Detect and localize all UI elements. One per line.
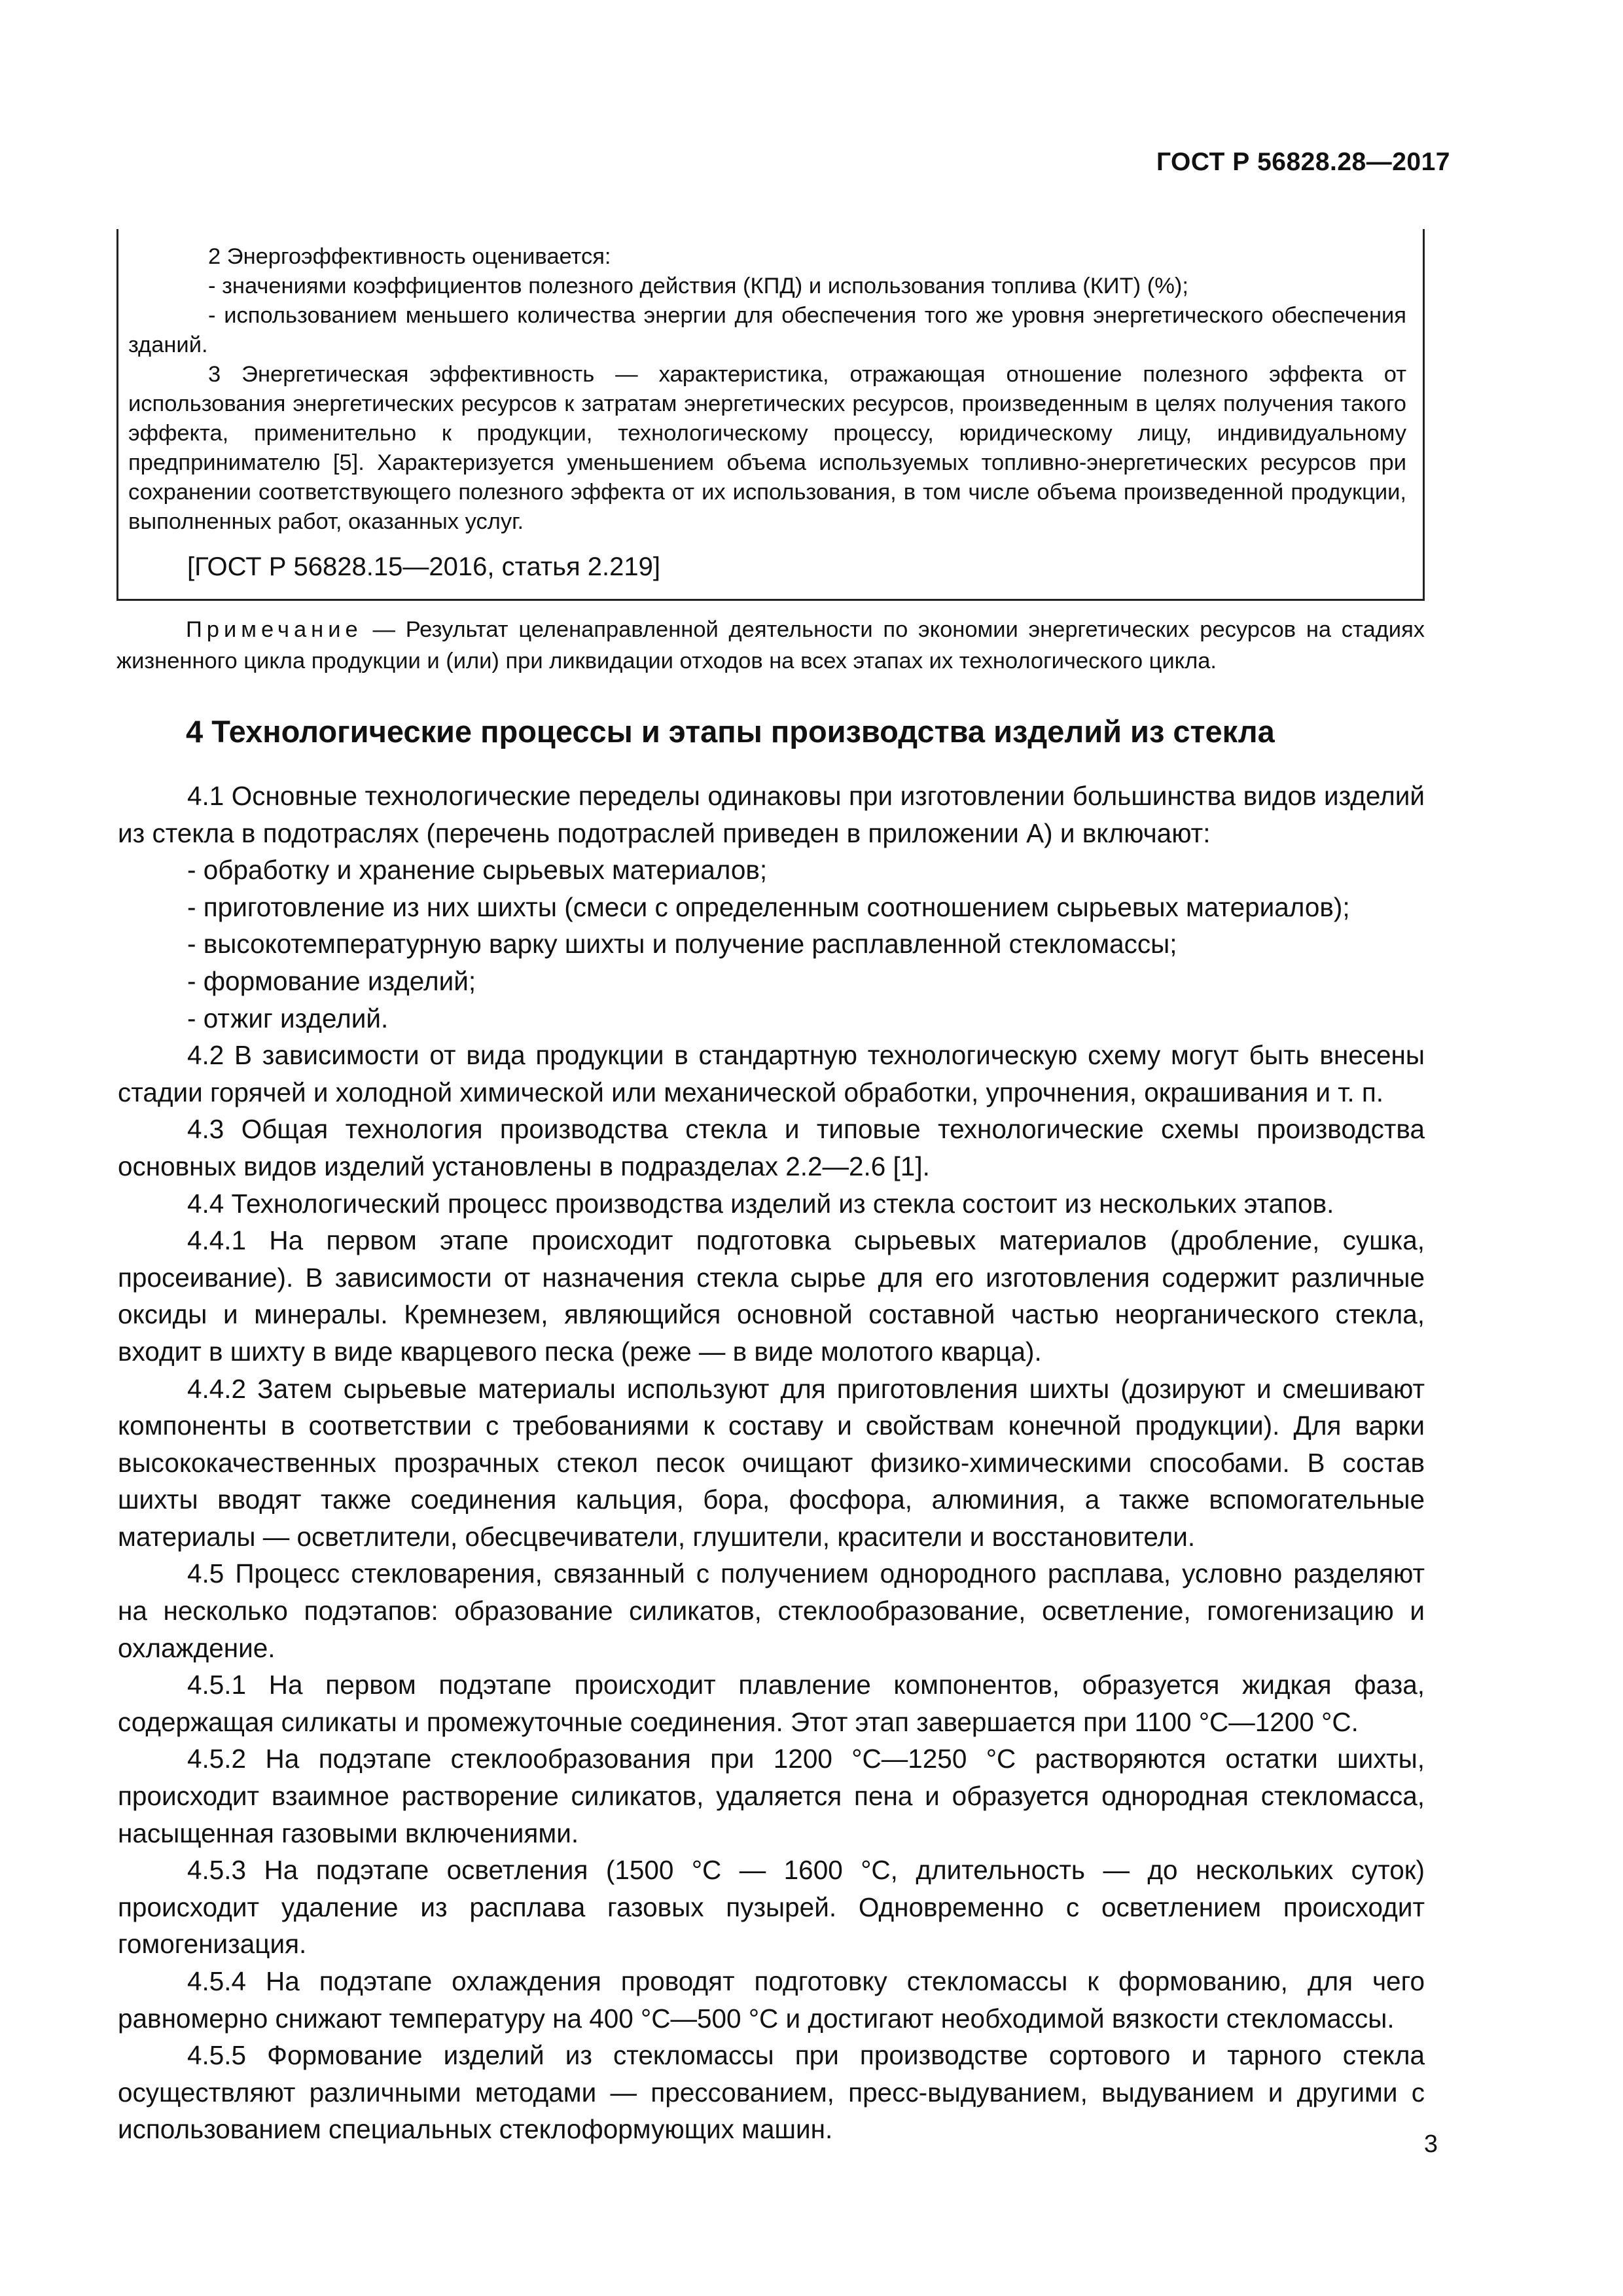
- box-line: - значениями коэффициентов полезного действия (КПД) и использования топлива (КИТ) (%);: [208, 274, 1188, 298]
- list-item: - приготовление из них шихты (смеси с определенным соотношением сырьевых материалов);: [187, 891, 1350, 922]
- box-source-reference: [ГОСТ Р 56828.15—2016, статья 2.219]: [187, 552, 660, 581]
- page-number: 3: [1423, 2130, 1438, 2158]
- list-item: - отжиг изделий.: [187, 1003, 389, 1033]
- paragraph: 4.4.2 Затем сырьевые материалы используют для приготовления шихты (дозируют и смешивают компоненты в соответствии с требованиями к составу и свойствам конечной продукции). Для варки высококачественных прозрачных стекол песок очищают физико-химическими способами. В состав шихты вводят также соединения кальция, бора, фосфора, алюминия, а также вспомогательные материалы — осветлители, обесцвечиватели, глушители, красители и восстановители.: [118, 1373, 1425, 1552]
- paragraph: 4.5.1 На первом подэтапе происходит плавление компонентов, образуется жидкая фаза, содержащая силикаты и промежуточные соединения. Этот этап завершается при 1100 °С—1200 °С.: [118, 1670, 1425, 1737]
- section-body: [118, 778, 1425, 2148]
- note-text: — Результат целенаправленной деятельности по экономии энергетических ресурсов на стадиях жизненного цикла продукции и (или) при ликвидации отходов на всех этапах их технологического цикла.: [116, 617, 1425, 673]
- paragraph: 4.5 Процесс стекловарения, связанный с получением однородного расплава, условно разделяют на несколько подэтапов: образование силикатов, стеклообразование, осветление, гомогенизацию и охлаждение.: [118, 1558, 1425, 1663]
- box-line: 2 Энергоэффективность оценивается:: [208, 244, 611, 269]
- paragraph: 4.2 В зависимости от вида продукции в стандартную технологическую схему могут быть внесены стадии горячей и холодной химической или механической обработки, упрочнения, окрашивания и т. п.: [118, 1040, 1425, 1107]
- paragraph: 4.3 Общая технология производства стекла и типовые технологические схемы производства основных видов изделий установлены в подразделах 2.2—2.6 [1].: [118, 1114, 1425, 1181]
- box-line: - использованием меньшего количества энергии для обеспечения того же уровня энергетического обеспечения зданий.: [128, 303, 1406, 357]
- paragraph: 4.5.3 На подэтапе осветления (1500 °С — 1600 °С, длительность — до нескольких суток) происходит удаление из расплава газовых пузырей. Одновременно с осветлением происходит гомогенизация.: [118, 1855, 1425, 1960]
- box-line: 3 Энергетическая эффективность — характеристика, отражающая отношение полезного эффекта от использования энергетических ресурсов к затратам энергетических ресурсов, произведенным в целях получения такого эффекта, применительно к продукции, технологическому процессу, юридическому лицу, индивидуальному предпринимателю [5]. Характеризуется уменьшением объема используемых топливно-энергетических ресурсов при сохранении соответствующего полезного эффекта от их использования, в том числе объема произведенной продукции, выполненных работ, оказанных услуг.: [128, 362, 1406, 534]
- paragraph: 4.1 Основные технологические переделы одинаковы при изготовлении большинства видов изделий из стекла в подотраслях (перечень подотраслей приведен в приложении А) и включают:: [118, 781, 1425, 848]
- note-paragraph: [116, 614, 1425, 677]
- paragraph: 4.5.4 На подэтапе охлаждения проводят подготовку стекломассы к формованию, для чего равномерно снижают температуру на 400 °С—500 °С и достигают необходимой вязкости стекломассы.: [118, 1966, 1425, 2034]
- list-item: - высокотемпературную варку шихты и получение расплавленной стекломассы;: [187, 929, 1177, 960]
- list-item: - обработку и хранение сырьевых материалов;: [187, 855, 768, 886]
- note-block: [116, 614, 1425, 677]
- note-label: Примечание: [186, 617, 363, 642]
- paragraph: 4.4.1 На первом этапе происходит подготовка сырьевых материалов (дробление, сушка, просеивание). В зависимости от назначения стекла сырье для его изготовления содержит различные оксиды и минералы. Кремнезем, являющийся основной составной частью неорганического стекла, входит в шихту в виде кварцевого песка (реже — в виде молотого кварца).: [118, 1225, 1425, 1367]
- paragraph: 4.5.2 На подэтапе стеклообразования при 1200 °С—1250 °С растворяются остатки шихты, происходит взаимное растворение силикатов, удаляется пена и образуется однородная стекломасса, насыщенная газовыми включениями.: [118, 1744, 1425, 1848]
- list-item: - формование изделий;: [187, 965, 476, 996]
- paragraph: 4.4 Технологический процесс производства изделий из стекла состоит из нескольких этапов.: [187, 1188, 1334, 1219]
- paragraph: 4.5.5 Формование изделий из стекломассы при производстве сортового и тарного стекла осуществляют различными методами — прессованием, пресс-выдуванием, выдуванием и другими с использованием специальных стеклоформующих машин.: [118, 2040, 1425, 2145]
- definition-box: [116, 229, 1425, 601]
- document-header-id: ГОСТ Р 56828.28—2017: [1156, 148, 1450, 176]
- section-title: 4 Технологические процессы и этапы производства изделий из стекла: [186, 714, 1275, 749]
